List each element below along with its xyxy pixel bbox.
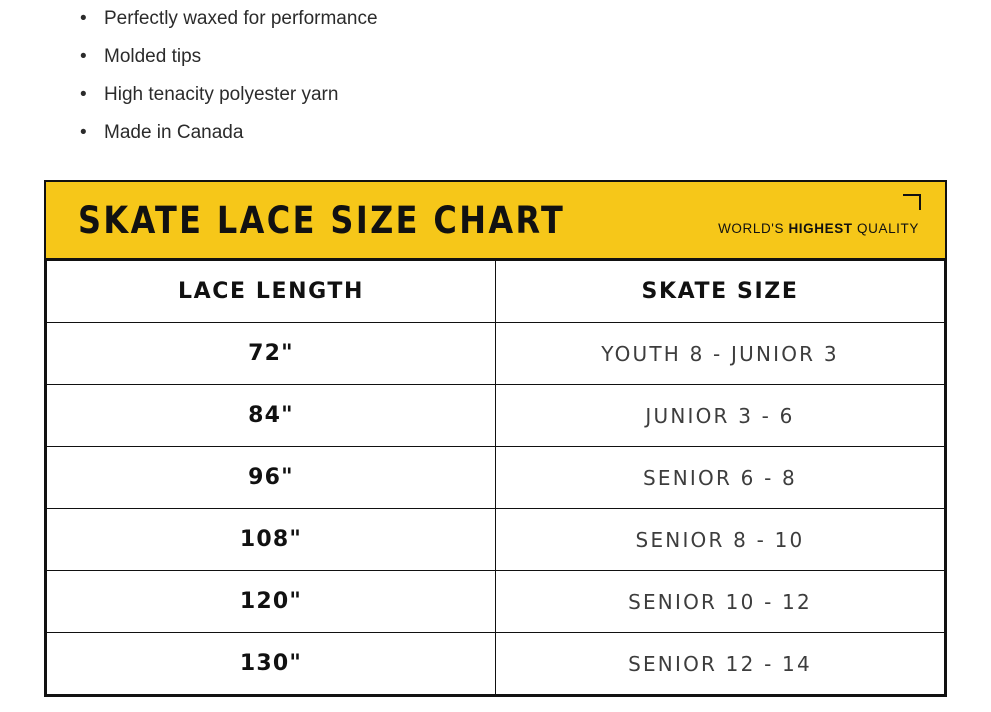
feature-text: Perfectly waxed for performance xyxy=(104,8,378,29)
feature-text: Made in Canada xyxy=(104,122,244,143)
cell-lace-length: 96" xyxy=(47,447,496,509)
cell-lace-length: 72" xyxy=(47,323,496,385)
table-row xyxy=(47,385,945,447)
list-item xyxy=(72,38,991,76)
table-header-row xyxy=(47,261,945,323)
cell-lace-length: 108" xyxy=(47,509,496,571)
tagline-suffix: QUALITY xyxy=(852,221,919,236)
list-item xyxy=(72,114,991,152)
table-row xyxy=(47,509,945,571)
cell-lace-length: 120" xyxy=(47,571,496,633)
corner-bracket-icon xyxy=(903,194,921,210)
table-row xyxy=(47,571,945,633)
size-chart xyxy=(44,180,947,697)
table-row xyxy=(47,323,945,385)
cell-skate-size: SENIOR 6 - 8 xyxy=(496,447,945,509)
size-chart-header xyxy=(46,182,945,260)
cell-skate-size: YOUTH 8 - JUNIOR 3 xyxy=(496,323,945,385)
table-row xyxy=(47,633,945,695)
list-item xyxy=(72,76,991,114)
feature-text: High tenacity polyester yarn xyxy=(104,84,339,105)
list-item xyxy=(72,0,991,38)
cell-skate-size: SENIOR 10 - 12 xyxy=(496,571,945,633)
cell-lace-length: 130" xyxy=(47,633,496,695)
tagline-strong: HIGHEST xyxy=(788,221,853,236)
column-header-lace-length: LACE LENGTH xyxy=(47,261,496,323)
cell-skate-size: SENIOR 8 - 10 xyxy=(496,509,945,571)
cell-lace-length: 84" xyxy=(47,385,496,447)
brand-tagline xyxy=(718,221,919,236)
column-header-skate-size: SKATE SIZE xyxy=(496,261,945,323)
tagline-prefix: WORLD'S xyxy=(718,221,789,236)
table-row xyxy=(47,447,945,509)
feature-text: Molded tips xyxy=(104,46,202,67)
product-feature-list xyxy=(0,0,991,152)
cell-skate-size: JUNIOR 3 - 6 xyxy=(496,385,945,447)
size-chart-table xyxy=(46,260,945,695)
cell-skate-size: SENIOR 12 - 14 xyxy=(496,633,945,695)
size-chart-title: SKATE LACE SIZE CHART xyxy=(78,198,566,242)
